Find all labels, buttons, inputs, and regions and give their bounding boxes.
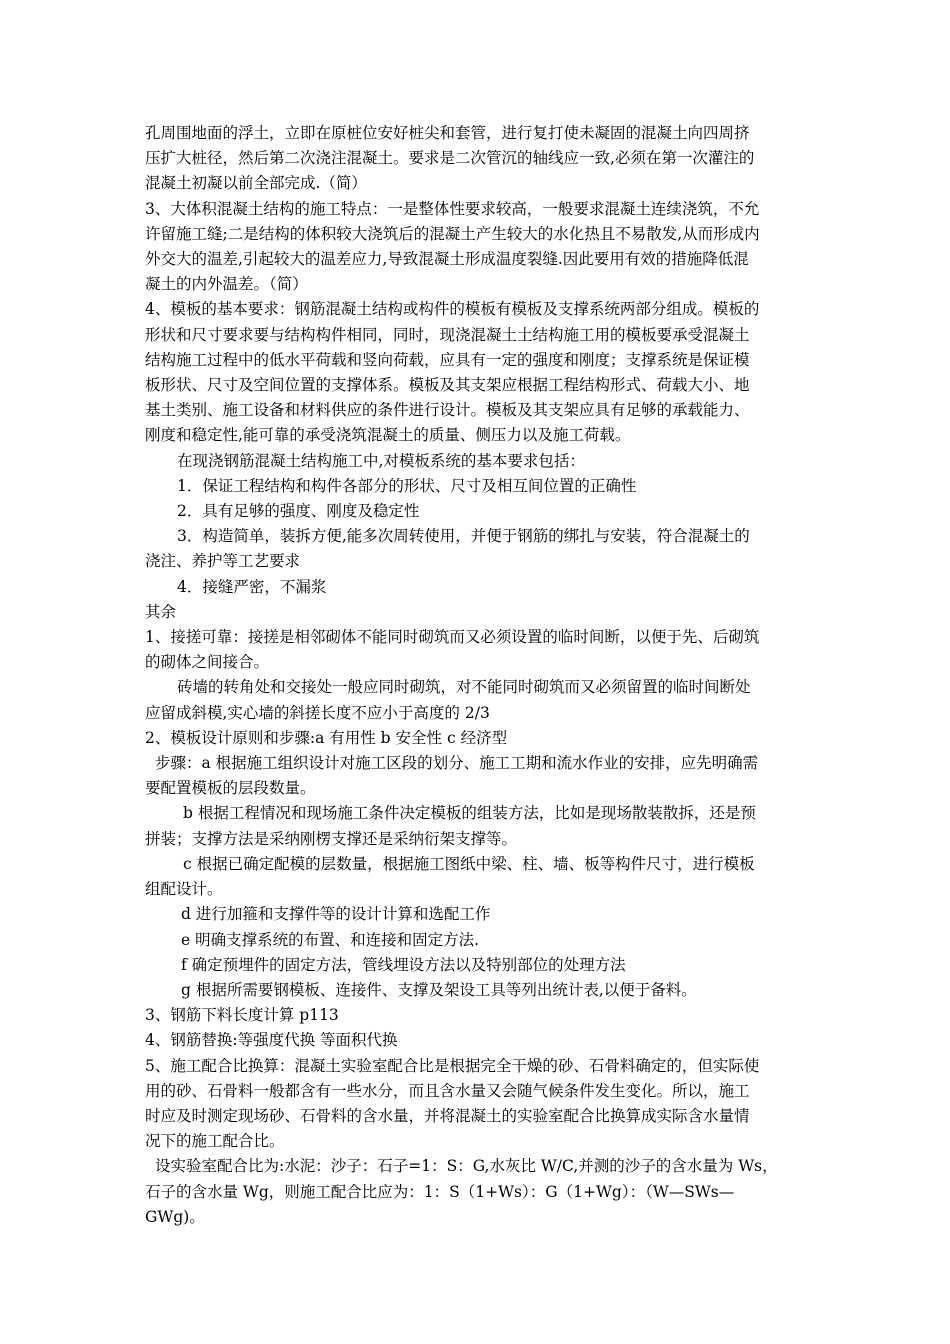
text-line: 形状和尺寸要求要与结构构件相同，同时，现浇混凝土土结构施工用的模板要承受混凝土 xyxy=(145,325,750,344)
text-line: 基土类别、施工设备和材料供应的条件进行设计。模板及其支架应具有足够的承载能力、 xyxy=(145,401,750,420)
text-line: 3、钢筋下料长度计算 p113 xyxy=(145,1006,339,1025)
text-line: 1、接搓可靠：接搓是相邻砌体不能同时砌筑而又必须设置的临时间断，以便于先、后砌筑 xyxy=(145,628,760,647)
text-line: 的砌体之间接合。 xyxy=(145,653,270,672)
list-item: e 明确支撑系统的布置、和连接和固定方法. xyxy=(181,930,480,949)
list-item: 1．保证工程结构和构件各部分的形状、尺寸及相互间位置的正确性 xyxy=(177,476,637,495)
text-line: 拼装；支撑方法是采纳刚楞支撑还是采纳衍架支撑等。 xyxy=(145,829,518,848)
document-body xyxy=(145,121,810,1230)
text-line: 石子的含水量 Wg，则施工配合比应为：1：S（1+Ws）：G（1+Wg）：（W—SWs— xyxy=(145,1182,735,1201)
list-item: g 根据所需要钢模板、连接件、支撑及架设工具等列出统计表,以便于备料。 xyxy=(181,980,697,999)
text-line: 凝土的内外温差。（简） xyxy=(145,275,308,294)
text-line: 5、施工配合比换算：混凝土实验室配合比是根据完全干燥的砂、石骨料确定的，但实际使 xyxy=(145,1056,760,1075)
text-line: 孔周围地面的浮土，立即在原桩位安好桩尖和套管，进行复打使未凝固的混凝土向四周挤 xyxy=(145,124,750,142)
text-line: 4、钢筋替换:等强度代换 等面积代换 xyxy=(145,1031,398,1050)
text-line: 混凝土初凝以前全部完成.（简） xyxy=(145,174,367,193)
text-line: 组配设计。 xyxy=(145,880,223,899)
text-line: 时应及时测定现场砂、石骨料的含水量，并将混凝土的实验室配合比换算成实际含水量情 xyxy=(145,1106,750,1125)
text-line: 外交大的温差,引起较大的温差应力,导致混凝土形成温度裂缝.因此要用有效的措施降低混 xyxy=(145,250,749,269)
text-line: 压扩大桩径，然后第二次浇注混凝土。要求是二次管沉的轴线应一致,必须在第一次灌注的 xyxy=(145,149,755,168)
list-item: 3．构造简单，装拆方便,能多次周转使用，并便于钢筋的绑扎与安装，符合混凝土的 xyxy=(177,527,750,546)
text-line: 用的砂、石骨料一般都含有一些水分，而且含水量又会随气候条件发生变化。所以，施工 xyxy=(145,1081,750,1100)
text-line: 况下的施工配合比。 xyxy=(145,1132,285,1151)
text-line: 设实验室配合比为:水泥：沙子：石子=1：S：G,水灰比 W/C,并测的沙子的含水量为 Ws， xyxy=(155,1157,778,1176)
list-item: b 根据工程情况和现场施工条件决定模板的组装方法，比如是现场散装散拆，还是预 xyxy=(183,804,756,823)
text-line: 应留成斜模,实心墙的斜搓长度不应小于高度的 2/3 xyxy=(145,703,490,722)
list-item: d 进行加箍和支撑件等的设计计算和选配工作 xyxy=(181,905,491,924)
list-item: 2．具有足够的强度、刚度及稳定性 xyxy=(177,502,420,521)
text-line: 板形状、尺寸及空间位置的支撑体系。模板及其支架应根据工程结构形式、荷载大小、地 xyxy=(145,376,750,395)
section-heading: 其余 xyxy=(145,602,177,621)
text-line: 2、模板设计原则和步骤:a 有用性 b 安全性 c 经济型 xyxy=(145,728,508,747)
list-item: c 根据已确定配模的层数量，根据施工图纸中梁、柱、墙、板等构件尺寸，进行模板 xyxy=(183,854,755,873)
text-line: 浇注、养护等工艺要求 xyxy=(145,552,301,571)
text-line: 在现浇钢筋混凝土结构施工中,对模板系统的基本要求包括： xyxy=(177,451,585,470)
list-item: f 确定预埋件的固定方法，管线埋设方法以及特别部位的处理方法 xyxy=(181,955,626,974)
text-line: GWg)。 xyxy=(145,1207,205,1226)
text-line: 4、模板的基本要求：钢筋混凝土结构或构件的模板有模板及支撑系统两部分组成。模板的 xyxy=(145,300,760,319)
text-line: 刚度和稳定性,能可靠的承受浇筑混凝土的质量、侧压力以及施工荷载。 xyxy=(145,426,631,445)
text-line: 要配置模板的层段数量。 xyxy=(145,779,316,798)
text-line: 许留施工缝;二是结构的体积较大浇筑后的混凝土产生较大的水化热且不易散发,从而形成内 xyxy=(145,224,760,243)
text-line: 砖墙的转角处和交接处一般应同时砌筑，对不能同时砌筑而又必须留置的临时间断处 xyxy=(177,678,751,697)
text-line: 3、大体积混凝土结构的施工特点：一是整体性要求较高，一般要求混凝土连续浇筑，不允 xyxy=(145,199,760,218)
text-line: 结构施工过程中的低水平荷载和竖向荷载，应具有一定的强度和刚度；支撑系统是保证模 xyxy=(145,350,750,369)
list-item: 4．接缝严密，不漏浆 xyxy=(177,577,327,596)
text-line: 步骤：a 根据施工组织设计对施工区段的划分、施工工期和流水作业的安排，应先明确需 xyxy=(155,754,759,773)
